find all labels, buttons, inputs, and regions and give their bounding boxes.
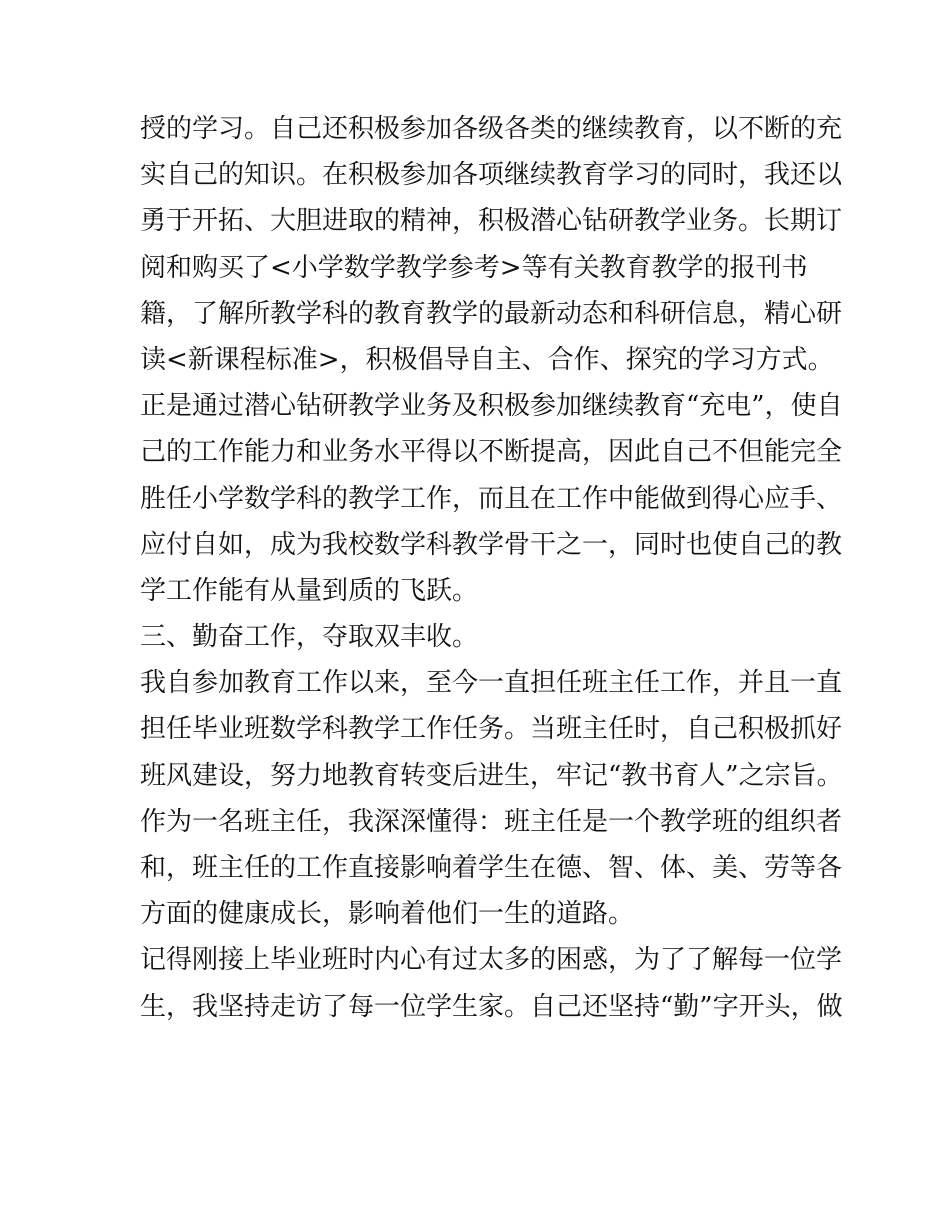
text-line: 班风建设，努力地教育转变后进生，牢记“教书育人”之宗旨。 xyxy=(140,760,843,791)
text-line: 生，我坚持走访了每一位学生家。自己还坚持“勤”字开头，做 xyxy=(140,991,843,1022)
text-line: 读<新课程标准>，积极倡导自主、合作、探究的学习方式。 xyxy=(140,344,834,375)
text-line: 己的工作能力和业务水平得以不断提高，因此自己不但能完全 xyxy=(140,437,843,468)
text-line: 正是通过潜心钻研教学业务及积极参加继续教育“充电”，使自 xyxy=(140,391,843,422)
body-text xyxy=(140,106,843,1030)
text-line: 担任毕业班数学科教学工作任务。当班主任时，自己积极抓好 xyxy=(140,714,843,745)
text-line: 阅和购买了<小学数学教学参考>等有关教育教学的报刊书 xyxy=(140,252,808,283)
text-line: 应付自如，成为我校数学科教学骨干之一，同时也使自己的教 xyxy=(140,529,843,560)
text-line: 授的学习。自己还积极参加各级各类的继续教育，以不断的充 xyxy=(140,114,843,144)
text-line: 籍，了解所教学科的教育教学的最新动态和科研信息，精心研 xyxy=(140,298,843,329)
text-line: 作为一名班主任，我深深懂得：班主任是一个教学班的组织者 xyxy=(140,806,843,837)
section-heading: 三、勤奋工作，夺取双丰收。 xyxy=(140,622,479,653)
text-line: 胜任小学数学科的教学工作，而且在工作中能做到得心应手、 xyxy=(140,483,843,514)
text-line: 方面的健康成长，影响着他们一生的道路。 xyxy=(140,899,635,930)
text-line: 记得刚接上毕业班时内心有过太多的困惑，为了了解每一位学 xyxy=(140,945,843,976)
text-line: 勇于开拓、大胆进取的精神，积极潜心钻研教学业务。长期订 xyxy=(140,206,843,237)
text-line: 我自参加教育工作以来，至今一直担任班主任工作，并且一直 xyxy=(140,668,843,699)
text-line: 和，班主任的工作直接影响着学生在德、智、体、美、劳等各 xyxy=(140,853,843,883)
text-line: 实自己的知识。在积极参加各项继续教育学习的同时，我还以 xyxy=(140,160,843,191)
text-line: 学工作能有从量到质的飞跃。 xyxy=(140,575,479,606)
